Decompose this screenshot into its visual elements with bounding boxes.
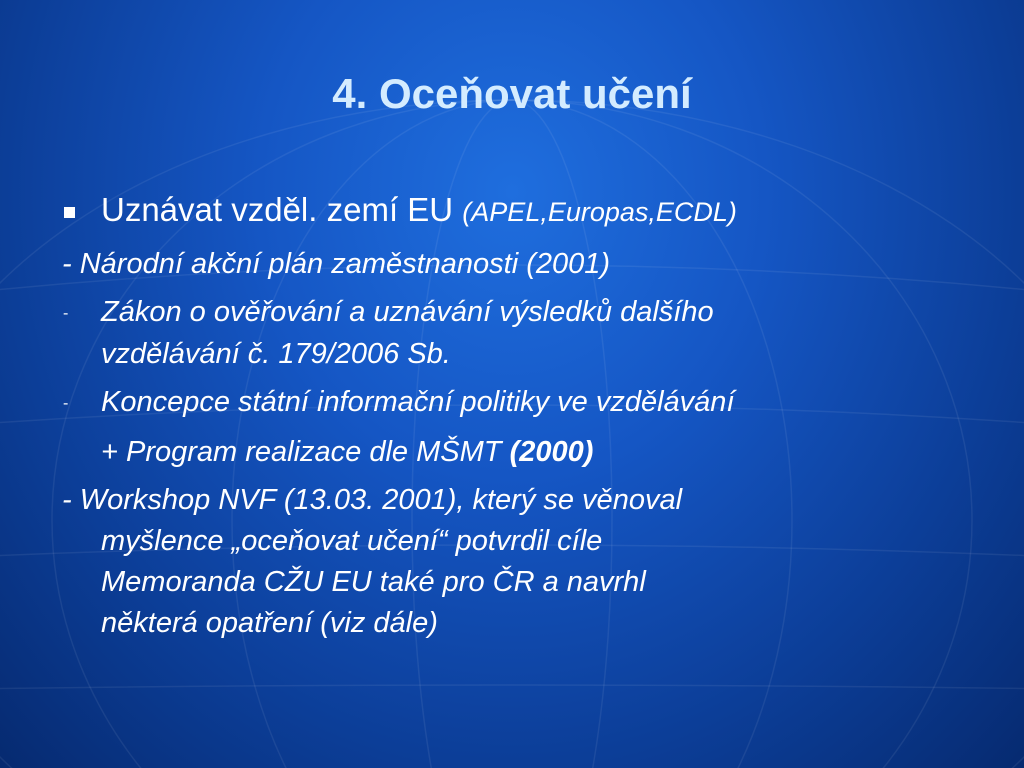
item-koncepce-line1: Koncepce státní informační politiky ve vzdělávání — [101, 386, 735, 418]
item-zakon-line1: Zákon o ověřování a uznávání výsledků dalšího — [101, 296, 714, 328]
item-zakon-line2: vzdělávání č. 179/2006 Sb. — [101, 338, 451, 370]
item-workshop-line4: některá opatření (viz dále) — [101, 607, 438, 639]
item-workshop-line2: myšlence „oceňovat učení“ potvrdil cíle — [101, 525, 603, 557]
bullet-uznavat-main: Uznávat vzděl. zemí EU — [101, 191, 463, 228]
item-koncepce-line2-prefix: + Program realizace dle MŠMT — [101, 436, 510, 468]
item-workshop-line3: Memoranda CŽU EU také pro ČR a navrhl — [101, 566, 646, 598]
dash-marker-koncepce: - — [63, 395, 69, 412]
bullet-uznavat — [101, 190, 737, 232]
item-koncepce-line2 — [101, 432, 593, 472]
item-workshop-line1: - Workshop NVF (13.03. 2001), který se věnoval — [62, 484, 683, 516]
slide-title: 4. Oceňovat učení — [332, 70, 692, 117]
bullet-uznavat-paren: (APEL,Europas,ECDL) — [462, 197, 737, 227]
item-narodni-plan: - Národní akční plán zaměstnanosti (2001) — [62, 248, 611, 280]
item-koncepce-year: (2000) — [509, 436, 594, 468]
square-bullet-icon — [64, 207, 75, 218]
dash-marker-zakon: - — [63, 305, 69, 322]
